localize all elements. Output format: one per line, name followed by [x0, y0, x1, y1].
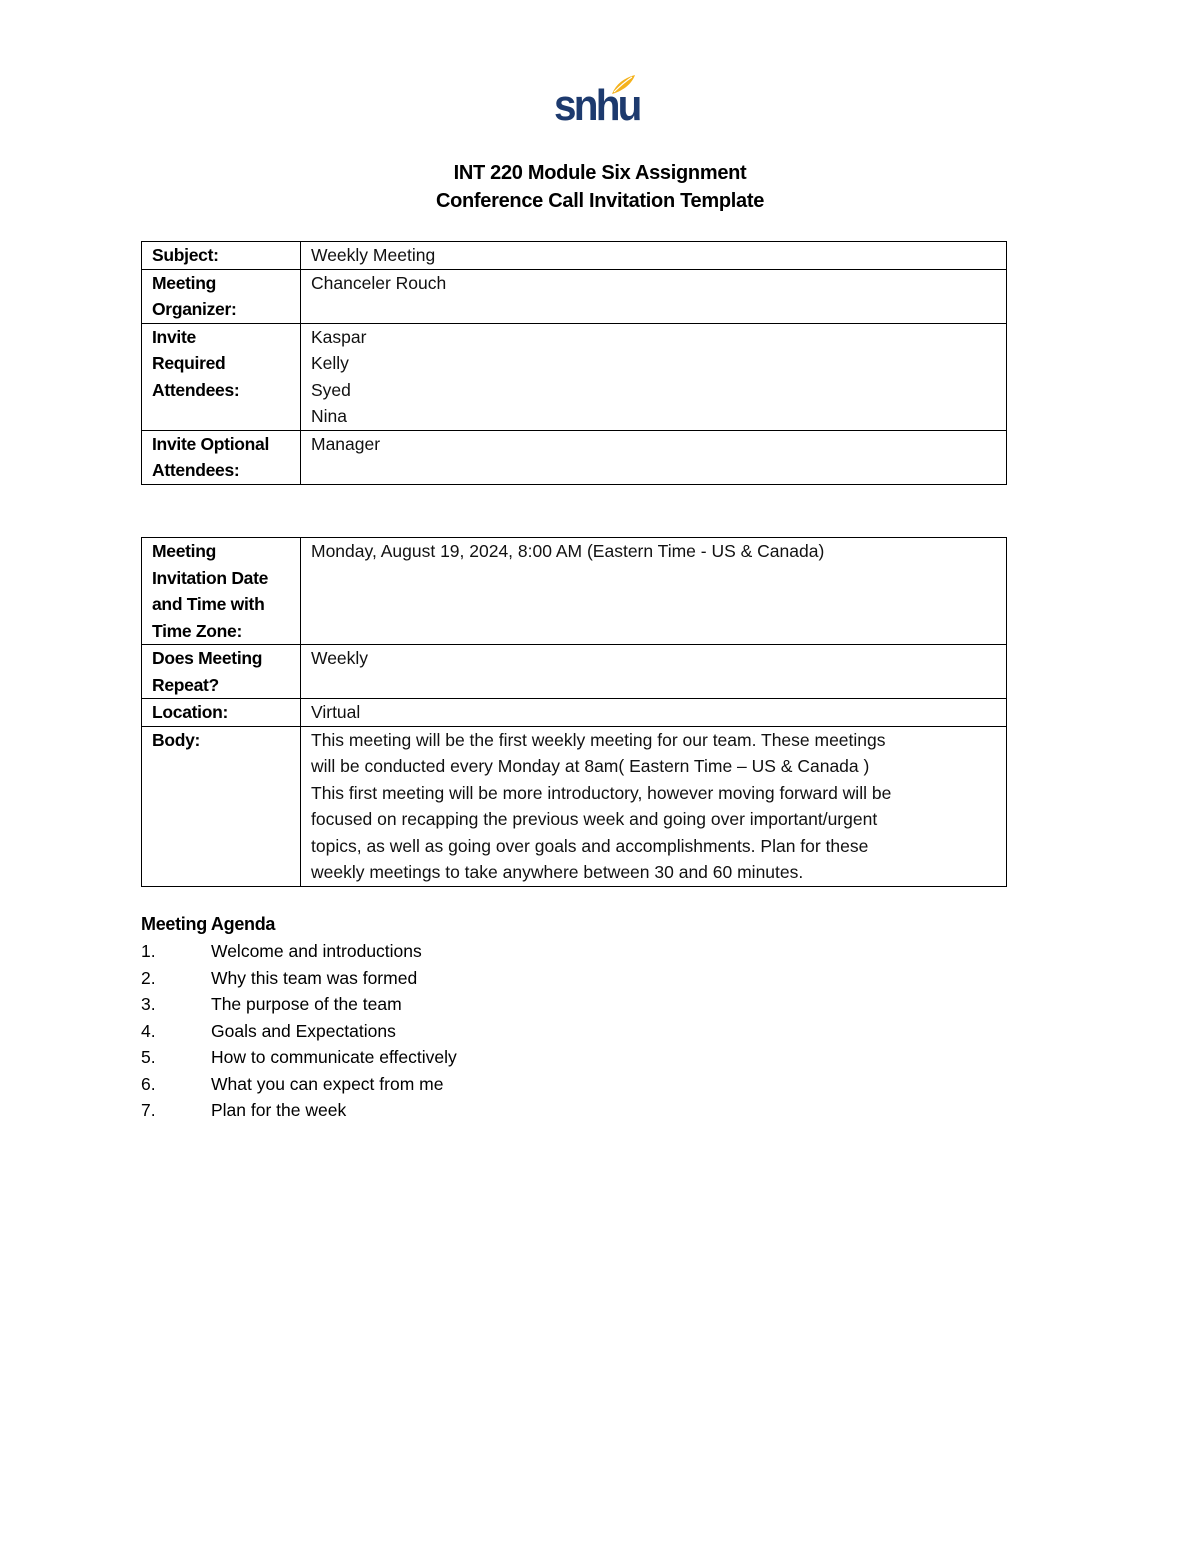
list-text: Welcome and introductions	[211, 941, 422, 961]
list-number: 4.	[141, 1020, 156, 1041]
location-value: Virtual	[301, 699, 1007, 727]
required-attendees-value	[301, 323, 1007, 430]
list-item: Kaspar	[311, 326, 367, 347]
table-row-location	[142, 699, 1007, 727]
list-item: Nina	[311, 406, 347, 426]
table-row-repeat	[142, 645, 1007, 699]
body-label: Body:	[142, 726, 301, 886]
table-row-subject	[142, 242, 1007, 270]
list-text: Plan for the week	[211, 1100, 347, 1120]
table-row-datetime	[142, 538, 1007, 645]
list-item: Syed	[311, 379, 351, 400]
list-number: 1.	[141, 941, 156, 961]
list-number: 2.	[141, 967, 156, 988]
list-text: The purpose of the team	[211, 994, 402, 1014]
datetime-label: Meeting Invitation Date and Time with Time Zone:	[142, 538, 301, 645]
body-line: This meeting will be the first weekly meeting for our team. These meetings	[311, 729, 886, 750]
list-number: 3.	[141, 994, 156, 1014]
list-item	[141, 1071, 457, 1098]
list-item	[141, 1044, 457, 1071]
list-text: What you can expect from me	[211, 1073, 444, 1094]
subject-label: Subject:	[142, 242, 301, 270]
body-line: This first meeting will be more introductory, however moving forward will be	[311, 782, 892, 803]
agenda-list	[141, 938, 457, 1124]
table-row-required-attendees	[142, 323, 1007, 430]
list-text: How to communicate effectively	[211, 1047, 457, 1067]
repeat-value: Weekly	[301, 645, 1007, 699]
table-row-optional-attendees	[142, 430, 1007, 484]
location-label: Location:	[142, 699, 301, 727]
list-number: 6.	[141, 1073, 156, 1094]
required-attendees-label: Invite Required Attendees:	[142, 323, 301, 430]
body-value	[301, 726, 1007, 886]
logo-wordmark: snhu	[554, 81, 640, 130]
body-line: focused on recapping the previous week and going over important/urgent	[311, 809, 878, 829]
list-item	[141, 991, 457, 1018]
invite-details-table	[141, 241, 1007, 485]
list-text: Why this team was formed	[211, 967, 418, 988]
list-item: Kelly	[311, 353, 349, 373]
datetime-value: Monday, August 19, 2024, 8:00 AM (Eastern Time - US & Canada)	[301, 538, 1007, 645]
organizer-value: Chanceler Rouch	[301, 269, 1007, 323]
table-row-body	[142, 726, 1007, 886]
subject-value: Weekly Meeting	[301, 242, 1007, 270]
agenda-heading: Meeting Agenda	[141, 914, 276, 934]
list-item	[141, 1097, 457, 1124]
organizer-label: Meeting Organizer:	[142, 269, 301, 323]
list-item	[141, 938, 457, 965]
body-line: topics, as well as going over goals and accomplishments. Plan for these	[311, 835, 869, 856]
optional-attendees-value: Manager	[301, 430, 1007, 484]
list-text: Goals and Expectations	[211, 1020, 396, 1041]
snhu-logo	[554, 74, 640, 134]
page-subtitle: Conference Call Invitation Template	[435, 190, 765, 212]
table-row-organizer	[142, 269, 1007, 323]
repeat-label: Does Meeting Repeat?	[142, 645, 301, 699]
optional-attendees-label: Invite Optional Attendees:	[142, 430, 301, 484]
list-number: 7.	[141, 1100, 156, 1120]
body-line: will be conducted every Monday at 8am( Eastern Time – US & Canada )	[311, 756, 870, 776]
body-line: weekly meetings to take anywhere between 30 and 60 minutes.	[311, 862, 804, 882]
meeting-schedule-table	[141, 537, 1007, 887]
list-number: 5.	[141, 1047, 156, 1067]
list-item	[141, 1018, 457, 1045]
page-title: INT 220 Module Six Assignment	[453, 162, 747, 184]
list-item	[141, 965, 457, 992]
